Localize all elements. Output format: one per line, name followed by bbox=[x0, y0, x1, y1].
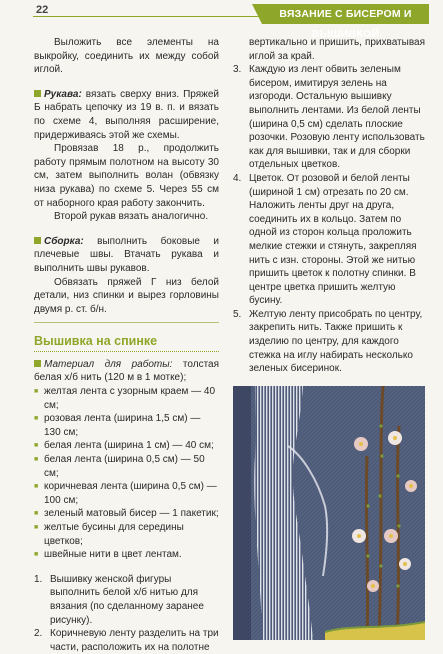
square-bullet-icon bbox=[34, 237, 41, 244]
section-divider bbox=[34, 322, 219, 323]
continued-text: вертикально и пришить, прихватывая иглой за край. bbox=[249, 37, 425, 62]
sleeve-text: вязать сверху вниз. Пряжей Б набрать цепочку из 19 в. п. и вязать по схеме 4, выполняя расширение, придерживаясь этой же схемы. bbox=[34, 88, 219, 141]
assembly-text: выполнить боковые и плечевые швы. Втачать рукава и выполнить швы рукавов. bbox=[34, 235, 219, 274]
list-item: ■ розовая лента (ширина 1,5 см) — 130 см; bbox=[34, 412, 219, 439]
list-item: ■ коричневая лента (ширина 0,5 см) — 100 см; bbox=[34, 480, 219, 507]
assembly-paragraph bbox=[34, 235, 219, 276]
step-item: 1. Вышивку женской фигуры выполнить белой х/б нитью для вязания (по сделанному заранее рисунку). bbox=[34, 573, 204, 626]
list-item: ■ швейные нити в цвет лентам. bbox=[34, 548, 219, 562]
embroidery-photo bbox=[233, 386, 425, 640]
embroidery-section-title: Вышивка на спинке bbox=[34, 334, 158, 349]
sleeve-paragraph-3: Второй рукав вязать аналогично. bbox=[54, 211, 209, 223]
list-item: ■ белая лента (ширина 1 см) — 40 см; bbox=[34, 439, 219, 453]
assembly-label: Сборка: bbox=[44, 235, 84, 247]
materials-text: толстая белая х/б нить (120 м в 1 мотке); bbox=[34, 358, 220, 384]
section-header: ВЯЗАНИЕ С БИСЕРОМ И ВЫШИВКОЙ bbox=[262, 4, 429, 24]
right-column bbox=[233, 36, 425, 376]
square-bullet-icon bbox=[34, 360, 41, 367]
sleeve-label: Рукава: bbox=[44, 88, 82, 100]
title-underline bbox=[34, 351, 219, 352]
step-item: 2. Коричневую ленту разделить на три части, расположить их на полотне bbox=[34, 628, 219, 653]
list-item: ■ желтая лента с узорным краем — 40 см; bbox=[34, 385, 219, 412]
list-item: ■ белая лента (ширина 0,5 см) — 50 см; bbox=[34, 453, 219, 480]
sleeve-paragraph-2: Провязав 18 р., продолжить работу прямым полотном на высоту 30 см, затем выполнить волан (обвязку низа рукава) по схеме 5. Через 55 см от наборного края работу закончить. bbox=[34, 143, 219, 209]
list-item: ■ желтые бусины для середины цветков; bbox=[34, 521, 219, 548]
square-bullet-icon bbox=[34, 90, 41, 97]
materials-label: Материал для работы: bbox=[44, 358, 173, 370]
step-item: 3. Каждую из лент обвить зеленым бисером, имитируя зелень на изгороди. Остальную вышивку выполнить лентами. Из белой ленты (ширина 0,5 см) сделать плоские розочки. Розовую ленту использовать как для вышивки, так и для сборки отдельных цветков. bbox=[233, 64, 425, 171]
assembly-paragraph-2: Обвязать пряжей Г низ белой детали, низ спинки и вырез горловины двумя р. ст. б/н. bbox=[34, 276, 219, 315]
left-column bbox=[34, 36, 219, 654]
step-item: 4. Цветок. От розовой и белой ленты (шириной 1 см) отрезать по 20 см. Наложить ленты друг на друга, соединить их в кольцо. Затем по одной из сторон кольца проложить мелкие стежки и стянуть, закрепляя нить с изн. стороны. Этой же нитью пришить цветок к полотну спинки. В центре цветка пришить желтую бусину. bbox=[233, 172, 417, 307]
intro-paragraph: Выложить все элементы на выкройку, соединить их между собой иглой. bbox=[34, 37, 219, 76]
materials-list bbox=[34, 385, 219, 562]
step-item: 5. Желтую ленту присобрать по центру, закрепить нить. Также пришить к изделию по центру, для каждого стежка на иглу набирать несколько зеленых бисеринок. bbox=[233, 308, 423, 375]
sleeve-paragraph bbox=[34, 88, 219, 142]
materials-paragraph bbox=[34, 358, 219, 385]
steps-list-left bbox=[34, 573, 219, 654]
list-item: ■ зеленый матовый бисер — 1 пакетик; bbox=[34, 507, 219, 521]
steps-list-right bbox=[233, 63, 425, 376]
page-number: 22 bbox=[36, 4, 49, 16]
